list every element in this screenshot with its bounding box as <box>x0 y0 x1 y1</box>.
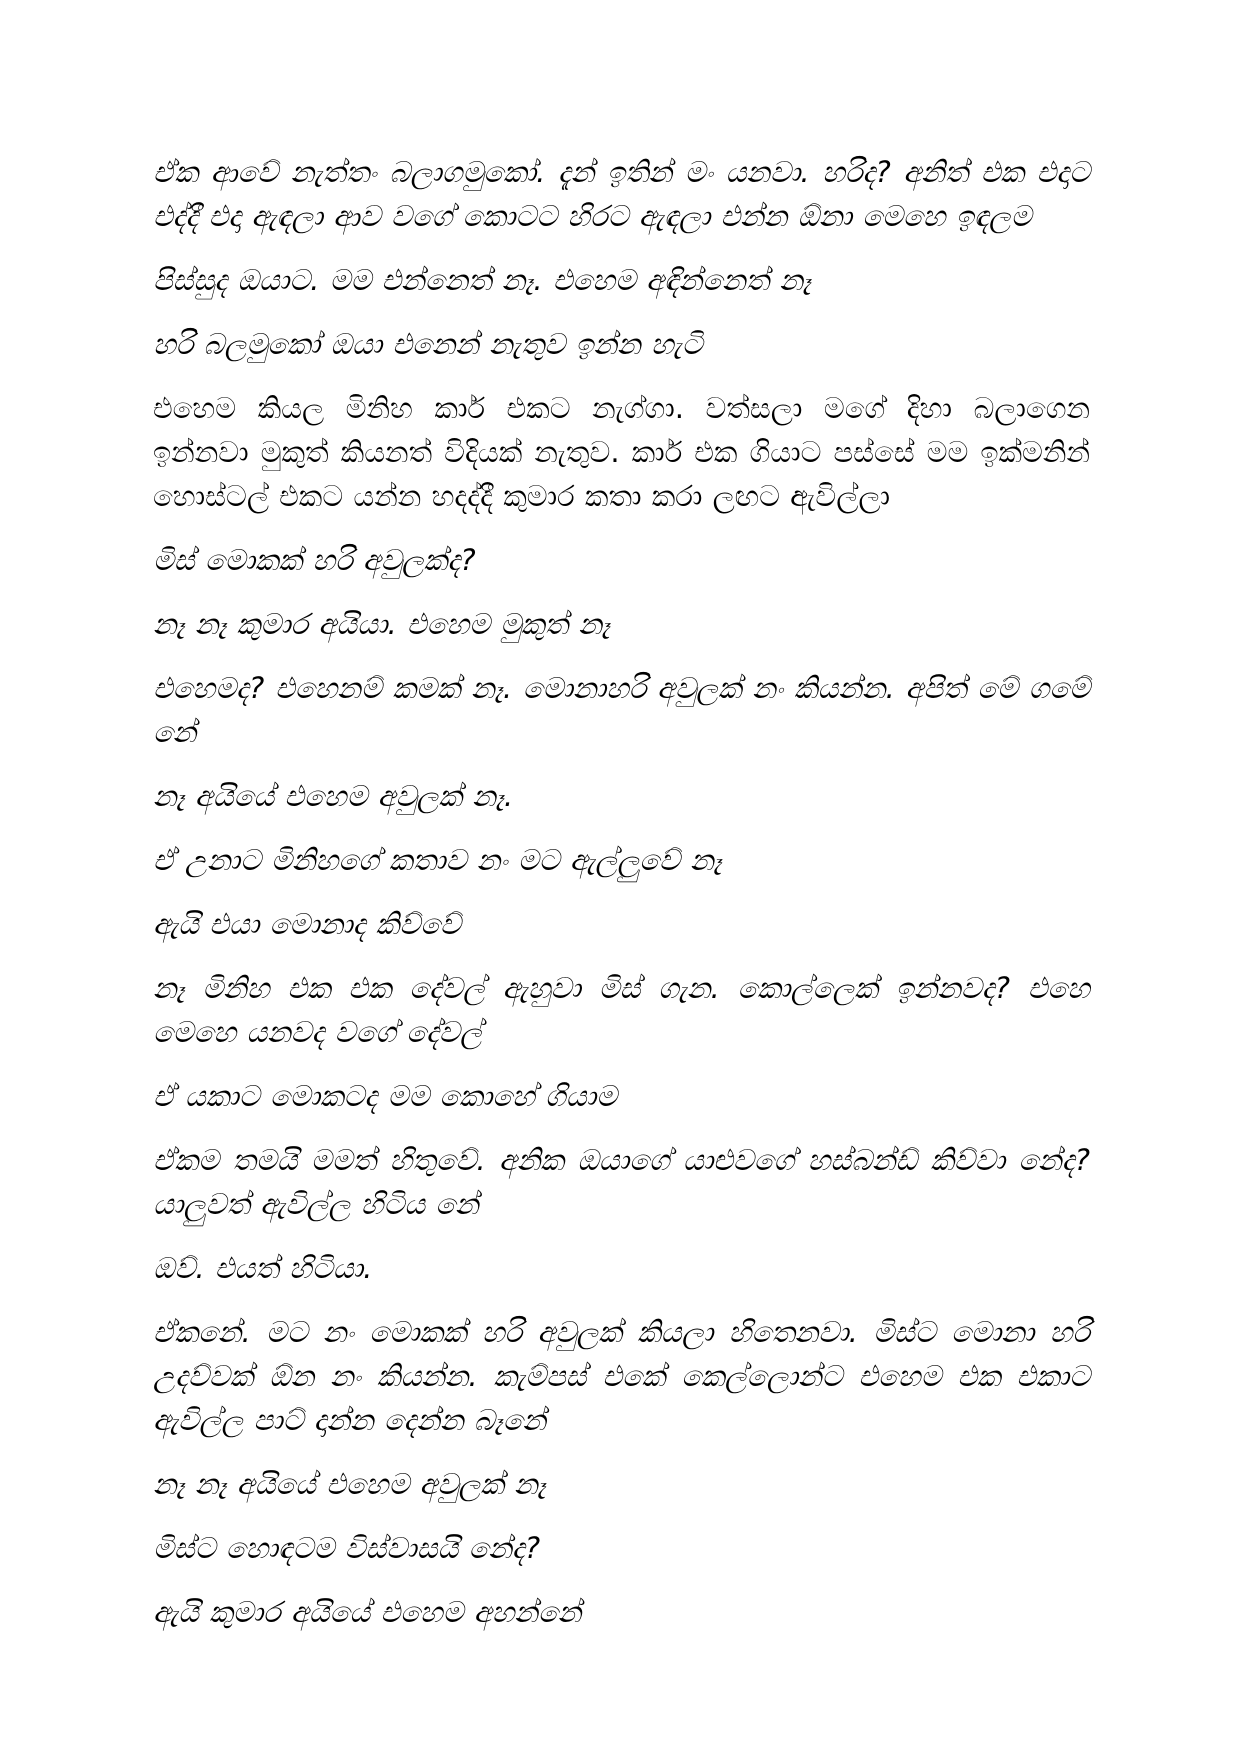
paragraph: ඇයි එයා මොනාද කිව්වේ <box>153 907 461 941</box>
paragraph: පිස්සුද ඔයාට. මම එන්නෙත් නෑ. එහෙම අඳින්නෙත් නෑ <box>153 263 812 297</box>
paragraph: ඔව්. එයත් හිටියා. <box>153 1251 373 1285</box>
paragraph: හරි බලමුකෝ ඔයා එනෙන් නැතුව ඉන්න හැටි <box>153 327 703 361</box>
paragraph: ඒකනේ. මට නං මොකක් හරි අවුලක් කියලා හිතෙනවා. මිස්ට මොනා හරි උදව්වක් ඕන නං කියන්න. කැම්පස් එකේ කෙල්ලොන්ට එහෙම එක එකාට ඇවිල්ල පාට් දාන්න දෙන්න බෑනේ <box>153 1315 1090 1437</box>
story-body <box>153 150 1090 1654</box>
paragraph: මිස්ට හොඳටම විස්වාසයි නේද? <box>153 1531 541 1565</box>
paragraph: ඒක ආවේ නැත්තං බලාගමුකෝ. දැන් ඉතින් මං යනවා. හරිද? අනිත් එක එදාට එද්දී එදා ඇඳලා ආව වගේ කොටට හිරට ඇඳලා එන්න ඕනා මෙහෙ ඉඳලම <box>153 155 1090 233</box>
paragraph: මිස් මොකක් හරි අවුලක්ද? <box>153 543 476 577</box>
paragraph: නෑ අයියේ එහෙම අවුලක් නෑ. <box>153 779 514 813</box>
paragraph: නෑ නෑ අයියේ එහෙම අවුලක් නෑ <box>153 1467 546 1501</box>
paragraph: එහෙම කියල මිනිහ කාර් එකට නැග්ගා. වත්සලා මගේ දිහා බලාගෙන ඉන්නවා මුකුත් කියනත් විදියක් නැතුව. කාර් එක ගියාට පස්සේ මම ඉක්මනින් හොස්ටල් එකට යන්න හදද්දී කුමාර කතා කරා ලඟට ඇවිල්ලා <box>153 391 1090 513</box>
paragraph: ඒ යකාට මොකටද මම කොහේ ගියාම <box>153 1079 618 1113</box>
paragraph: ඒකම තමයි මමත් හිතුවේ. අනික ඔයාගේ යාළුවගේ හස්බන්ඩ් කිව්වා නේද? යාලුවත් ඇවිල්ල හිටිය නේ <box>153 1143 1090 1221</box>
paragraph: ඇයි කුමාර අයියේ එහෙම අහන්නේ <box>153 1595 582 1629</box>
paragraph: ඒ උනාට මිනිහගේ කතාව නං මට ඇල්ලුවේ නෑ <box>153 843 722 877</box>
paragraph: එහෙමද? එහෙනම් කමක් නෑ. මොනාහරි අවුලක් නං කියන්න. අපිත් මේ ගමේ නේ <box>153 671 1090 749</box>
paragraph: නෑ මිනිහ එක එක දේවල් ඇහුවා මිස් ගැන. කොල්ලෙක් ඉන්නවද? එහෙ මෙහෙ යනවද වගේ දේවල් <box>153 971 1090 1049</box>
paragraph: නෑ නෑ කුමාර අයියා. එහෙම මුකුත් නෑ <box>153 607 611 641</box>
